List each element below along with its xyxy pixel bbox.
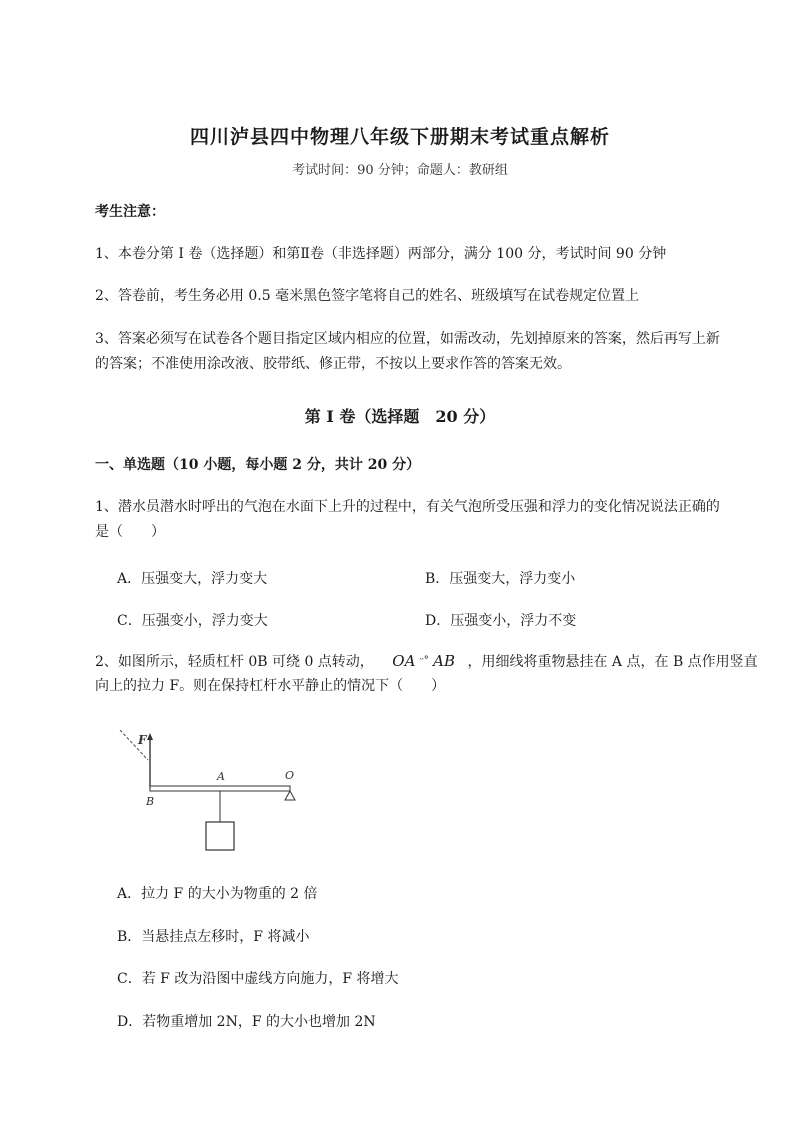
question-2-stem xyxy=(95,654,758,669)
hanging-weight xyxy=(206,822,234,850)
part-heading: 一、单选题（10 小题，每小题 2 分，共计 20 分） xyxy=(95,457,421,473)
notice-item-1: 1、本卷分第 I 卷（选择题）和第Ⅱ卷（非选择题）两部分，满分 100 分，考试时间 90 分钟 xyxy=(95,246,667,262)
label-a: A xyxy=(217,770,225,783)
formula-ab: AB xyxy=(433,652,456,670)
force-arrow-head xyxy=(147,733,153,740)
formula-symbol: ᵕ° xyxy=(419,655,429,666)
question-1-option-a: A．压强变大，浮力变大 xyxy=(117,571,268,587)
question-2-option-a: A．拉力 F 的大小为物重的 2 倍 xyxy=(117,886,318,902)
section-title: 第 I 卷（选择题 20 分） xyxy=(304,407,496,426)
question-2-option-b: B．当悬挂点左移时，F 将减小 xyxy=(117,929,310,945)
formula-oa: OA xyxy=(392,652,416,670)
question-1-option-b: B．压强变大，浮力变小 xyxy=(425,571,576,587)
exam-info: 考试时间：90 分钟；命题人：教研组 xyxy=(292,163,508,178)
notice-item-3-cont: 的答案；不准使用涂改液、胶带纸、修正带，不按以上要求作答的答案无效。 xyxy=(95,356,571,372)
lever-diagram xyxy=(110,730,310,860)
notice-item-3: 3、答案必须写在试卷各个题目指定区域内相应的位置，如需改动，先划掉原来的答案，然后再写上新 xyxy=(95,331,720,347)
lever-bar xyxy=(150,786,290,791)
label-o: O xyxy=(285,769,295,782)
question-2-option-d: D．若物重增加 2N，F 的大小也增加 2N xyxy=(117,1014,376,1030)
question-2-stem-text: 2、如图所示，轻质杠杆 0B 可绕 0 点转动， xyxy=(95,654,374,670)
question-1-stem: 1、潜水员潜水时呼出的气泡在水面下上升的过程中，有关气泡所受压强和浮力的变化情况说法正确的 xyxy=(95,499,720,515)
question-2-option-c: C．若 F 改为沿图中虚线方向施力，F 将增大 xyxy=(117,971,399,987)
question-1-option-d: D．压强变小，浮力不变 xyxy=(425,613,577,629)
question-2-stem-text-end: ，用细线将重物悬挂在 A 点，在 B 点作用竖直 xyxy=(467,654,758,670)
page-title: 四川泸县四中物理八年级下册期末考试重点解析 xyxy=(189,126,610,148)
question-1-option-c: C．压强变小，浮力变大 xyxy=(117,613,268,629)
question-2-stem-cont: 向上的拉力 F。则在保持杠杆水平静止的情况下（ ） xyxy=(95,678,446,694)
notice-item-2: 2、答卷前，考生务必用 0.5 毫米黑色签字笔将自己的姓名、班级填写在试卷规定位置上 xyxy=(95,288,640,304)
pivot-triangle xyxy=(285,791,295,800)
label-b: B xyxy=(146,795,155,808)
label-f: F xyxy=(138,733,147,747)
question-1-stem-cont: 是（ ） xyxy=(95,524,165,540)
notice-heading: 考生注意： xyxy=(95,204,165,220)
